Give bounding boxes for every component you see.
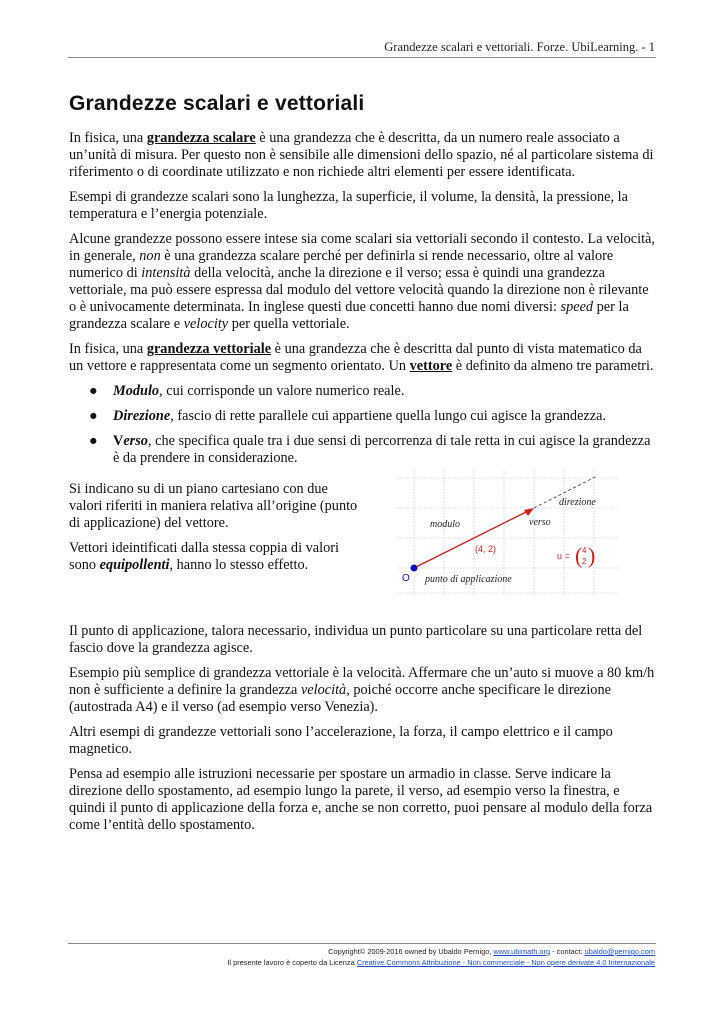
paragraph-other-examples: Altri esempi di grandezze vettoriali sono l’accelerazione, la forza, il campo elettrico e il campo magnetico. [69,724,613,757]
bullet-icon: ● [89,408,98,424]
u-bottom-value: 2 [582,557,587,566]
figure-section [69,481,659,609]
u-close-paren: ) [588,543,596,568]
arrowhead-icon [524,508,534,516]
paragraph-scalar-definition: In fisica, una grandezza scalare è una grandezza che è descritta, da un numero reale associato a un’unità di misura. Per questo non è sensibile alle dimensioni dello spazio, né al particolare sistema di riferimento o di coordinate utilizzato e non richiede altri elementi per essere identificata. [69,130,654,180]
paragraph-scalar-examples: Esempi di grandezze scalari sono la lunghezza, la superficie, il volume, la densità, la pressione, la temperatura e l’energia potenziale. [69,189,628,222]
u-top-value: 4 [582,546,587,555]
page-title: Grandezze scalari e vettoriali [69,92,365,115]
modulo-label: modulo [430,519,460,530]
paragraph-wardrobe-example: Pensa ad esempio alle istruzioni necessarie per spostare un armadio in classe. Serve indicare la direzione dello spostamento, ad esempio lungo la parete, il verso, ad esempio verso la finestra, e quindi il punto di applicazione della forza e, anche se non corretto, puoi pensare al modulo della forza come l’entità dello spostamento. [69,766,653,833]
term-grandezza-scalare: grandezza scalare [146,130,256,146]
ubimath-link[interactable]: www.ubimath.org [493,947,551,956]
list-item: ● Verso, che specifica quale tra i due sensi di percorrenza di tale retta in cui agisce la grandezza è da prendere in considerazione. [89,433,651,466]
u-open-paren: ( [575,543,583,568]
origin-point [411,565,418,572]
origin-label: O [402,573,410,584]
copyright-line: Copyright© 2009-2016 owned by Ubaldo Pernigo, www.ubimath.org - contact: ubaldo@pernigo.com [328,947,655,956]
list-item: ● Direzione, fascio di rette parallele cui appartiene quella lungo cui agisce la grandezza. [89,408,607,424]
bullet-icon: ● [89,433,98,449]
paragraph-velocity-example: Esempio più semplice di grandezza vettoriale è la velocità. Affermare che un’auto si muove a 80 km/h non è sufficiente a definire la grandezza velocità, poiché occorre anche specificare le direzione (autostrada A4) e il verso (ad esempio verso Venezia). [69,665,655,715]
license-link[interactable]: Creative Commons Attribuzione - Non commerciale - Non opere derivate 4.0 Internazionale [356,958,655,967]
license-line: Il presente lavoro è coperto da Licenza Creative Commons Attribuzione - Non commerciale - Non opere derivate 4.0 Internazionale [227,958,655,967]
running-header: Grandezze scalari e vettoriali. Forze. UbiLearning. - 1 [384,40,655,54]
term-vettore: vettore [409,358,453,374]
paragraph-application-point: Il punto di applicazione, talora necessario, individua un punto particolare su una particolare retta del fascio dove la grandezza agisce. [69,623,643,656]
paragraph-vector-definition: In fisica, una grandezza vettoriale è una grandezza che è descritta dal punto di vista matematico da un vettore e rappresentata come un segmento orientato. Un vettore è definito da almeno tre parametri. [69,341,654,374]
paragraph-velocity: Alcune grandezze possono essere intese sia come scalari sia vettoriali secondo il contesto. La velocità, in generale, non è una grandezza scalare perché per definirla si rende necessario, oltre al valore numerico di intensità della velocità, anche la direzione e il verso; essa è quindi una grandezza vettoriale, ma può essere espressa dal modulo del vettore velocità quando la direzione non è rilevante o è univocamente determinata. In inglese questi due concetti hanno due nomi diversi: speed per la grandezza scalare e velocity per quella vettoriale. [69,231,655,332]
footer-rule [68,943,656,944]
list-item: ● Modulo, cui corrisponde un valore numerico reale. [89,383,405,399]
email-link[interactable]: ubaldo@pernigo.com [584,947,655,956]
vector-diagram [397,471,617,596]
verso-label: verso [529,517,551,528]
bullet-icon: ● [89,383,98,399]
paragraph-equipollent: Vettori ideintificati dalla stessa coppia di valori sono equipollenti, hanno lo stesso effetto. [69,540,339,573]
direzione-label: direzione [559,497,596,508]
coords-label: (4, 2) [475,544,497,554]
footer [227,946,655,968]
punto-label: punto di applicazione [425,574,512,585]
after-figure-text [69,623,659,834]
document-body [69,130,659,842]
u-label: u = [557,551,570,561]
header-rule [68,57,656,58]
figure-caption-text [69,481,359,582]
term-grandezza-vettoriale: grandezza vettoriale [146,341,272,357]
paragraph-cartesian: Si indicano su di un piano cartesiano con due valori riferiti in maniera relativa all’origine (punto di applicazione) del vettore. [69,481,358,531]
vector-parameters-list [69,383,659,467]
